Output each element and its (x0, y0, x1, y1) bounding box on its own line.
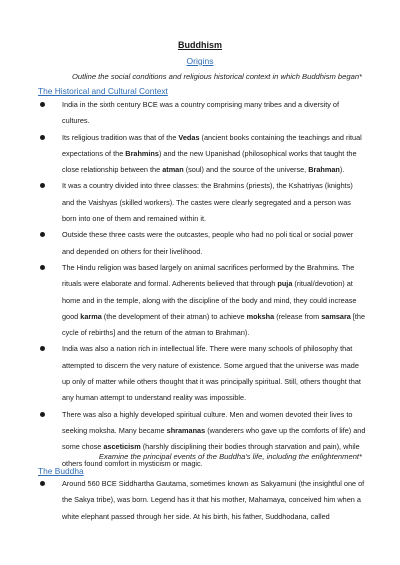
bullet-item: Outside these three casts were the outcastes, people who had no poli tical or social power and depended on others for their livelihood. (38, 227, 366, 260)
bullet-item: Around 560 BCE Siddhartha Gautama, sometimes known as Sakyamuni (the insightful one of the Sakya tribe), was born. Legend has it that his mother, Mahamaya, conceived him when a white elephant passed through her side. At his birth, his father, Suddhodana, called (38, 476, 366, 525)
document-subtitle: Origins (186, 56, 214, 66)
bullet-item: There was also a highly developed spiritual culture. Men and women devoted their lives to seeking moksha. Many became shramanas (wanderers who gave up the comforts of life) and some chose asceticism (harshly disciplining their bodies through starvation and pain), while others found comfort in mysticism or magic. (38, 407, 366, 472)
essay-question-2: Examine the principal events of the Buddha's life, including the enlightenment* (98, 452, 362, 461)
bullet-list-buddha (38, 476, 366, 525)
bullet-item: India was also a nation rich in intellectual life. There were many schools of philosophy that attempted to discern the very nature of existence. Some argued that the universe was made up only of matter while others thought that it was principally spiritual. Still, others thought that any human attempt to understand reality was impossible. (38, 341, 366, 406)
essay-question-1: Outline the social conditions and religious historical context in which Buddhism began* (72, 72, 362, 81)
bullet-list-context (38, 97, 366, 472)
section-heading-historical-context: The Historical and Cultural Context (38, 86, 168, 96)
bullet-item: Its religious tradition was that of the Vedas (ancient books containing the teachings and ritual expectations of the Brahmins) and the new Upanishad (philosophical works that taught the close relationship between the atman (soul) and the source of the universe, Brahman). (38, 130, 366, 179)
section-heading-buddha: The Buddha (38, 466, 84, 476)
bullet-item: The Hindu religion was based largely on animal sacrifices performed by the Brahmins. The rituals were elaborate and formal. Adherents believed that through puja (ritual/devotion) at home and in the temple, along with the discipline of the body and mind, they could increase good karma (the development of their atman) to achieve moksha (release from samsara [the cycle of rebirths] and the return of the atman to Brahman). (38, 260, 366, 341)
document-title: Buddhism (178, 40, 222, 50)
bullet-item: It was a country divided into three classes: the Brahmins (priests), the Kshatriyas (knights) and the Vaishyas (skilled workers). The castes were clearly segregated and a person was born into one of them and remained within it. (38, 178, 366, 227)
bullet-item: India in the sixth century BCE was a country comprising many tribes and a diversity of cultures. (38, 97, 366, 130)
